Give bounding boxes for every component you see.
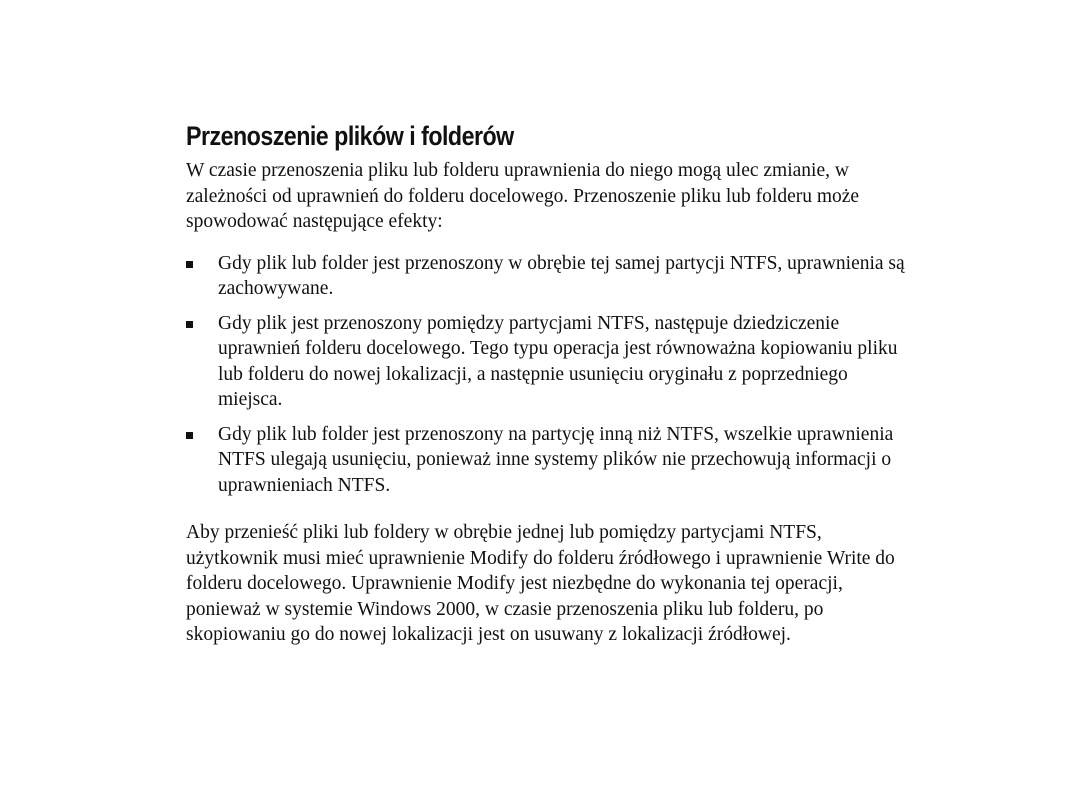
bullet-square-icon	[186, 261, 193, 268]
document-page	[186, 118, 906, 648]
list-item-text: Gdy plik lub folder jest przenoszony w obrębie tej samej partycji NTFS, uprawnienia są zachowywane.	[218, 252, 905, 299]
list-item	[186, 251, 906, 302]
closing-paragraph: Aby przenieść pliki lub foldery w obrębie jednej lub pomiędzy partycjami NTFS, użytkownik musi mieć uprawnienie Modify do folderu źródłowego i uprawnienie Write do folderu docelowego. Uprawnienie Modify jest niezbędne do wykonania tej operacji, ponieważ w systemie Windows 2000, w czasie przenoszenia pliku lub folderu, po skopiowaniu go do nowej lokalizacji jest on usuwany z lokalizacji źródłowej.	[186, 522, 895, 645]
effects-list	[186, 251, 906, 499]
bullet-square-icon	[186, 321, 193, 328]
list-item	[186, 422, 906, 499]
intro-paragraph: W czasie przenoszenia pliku lub folderu uprawnienia do niego mogą ulec zmianie, w zależności od uprawnień do folderu docelowego. Przenoszenie pliku lub folderu może spowodować następujące efekty:	[186, 160, 860, 232]
bullet-square-icon	[186, 432, 193, 439]
list-item	[186, 311, 906, 413]
list-item-text: Gdy plik jest przenoszony pomiędzy partycjami NTFS, następuje dziedziczenie uprawnień folderu docelowego. Tego typu operacja jest równoważna kopiowaniu pliku lub folderu do nowej lokalizacji, a następnie usunięciu oryginału z poprzedniego miejsca.	[218, 312, 898, 410]
section-title: Przenoszenie plików i folderów	[186, 121, 514, 151]
list-item-text: Gdy plik lub folder jest przenoszony na partycję inną niż NTFS, wszelkie uprawnienia NTFS ulegają usunięciu, ponieważ inne systemy plików nie przechowują informacji o uprawnieniach NTFS.	[218, 423, 894, 496]
